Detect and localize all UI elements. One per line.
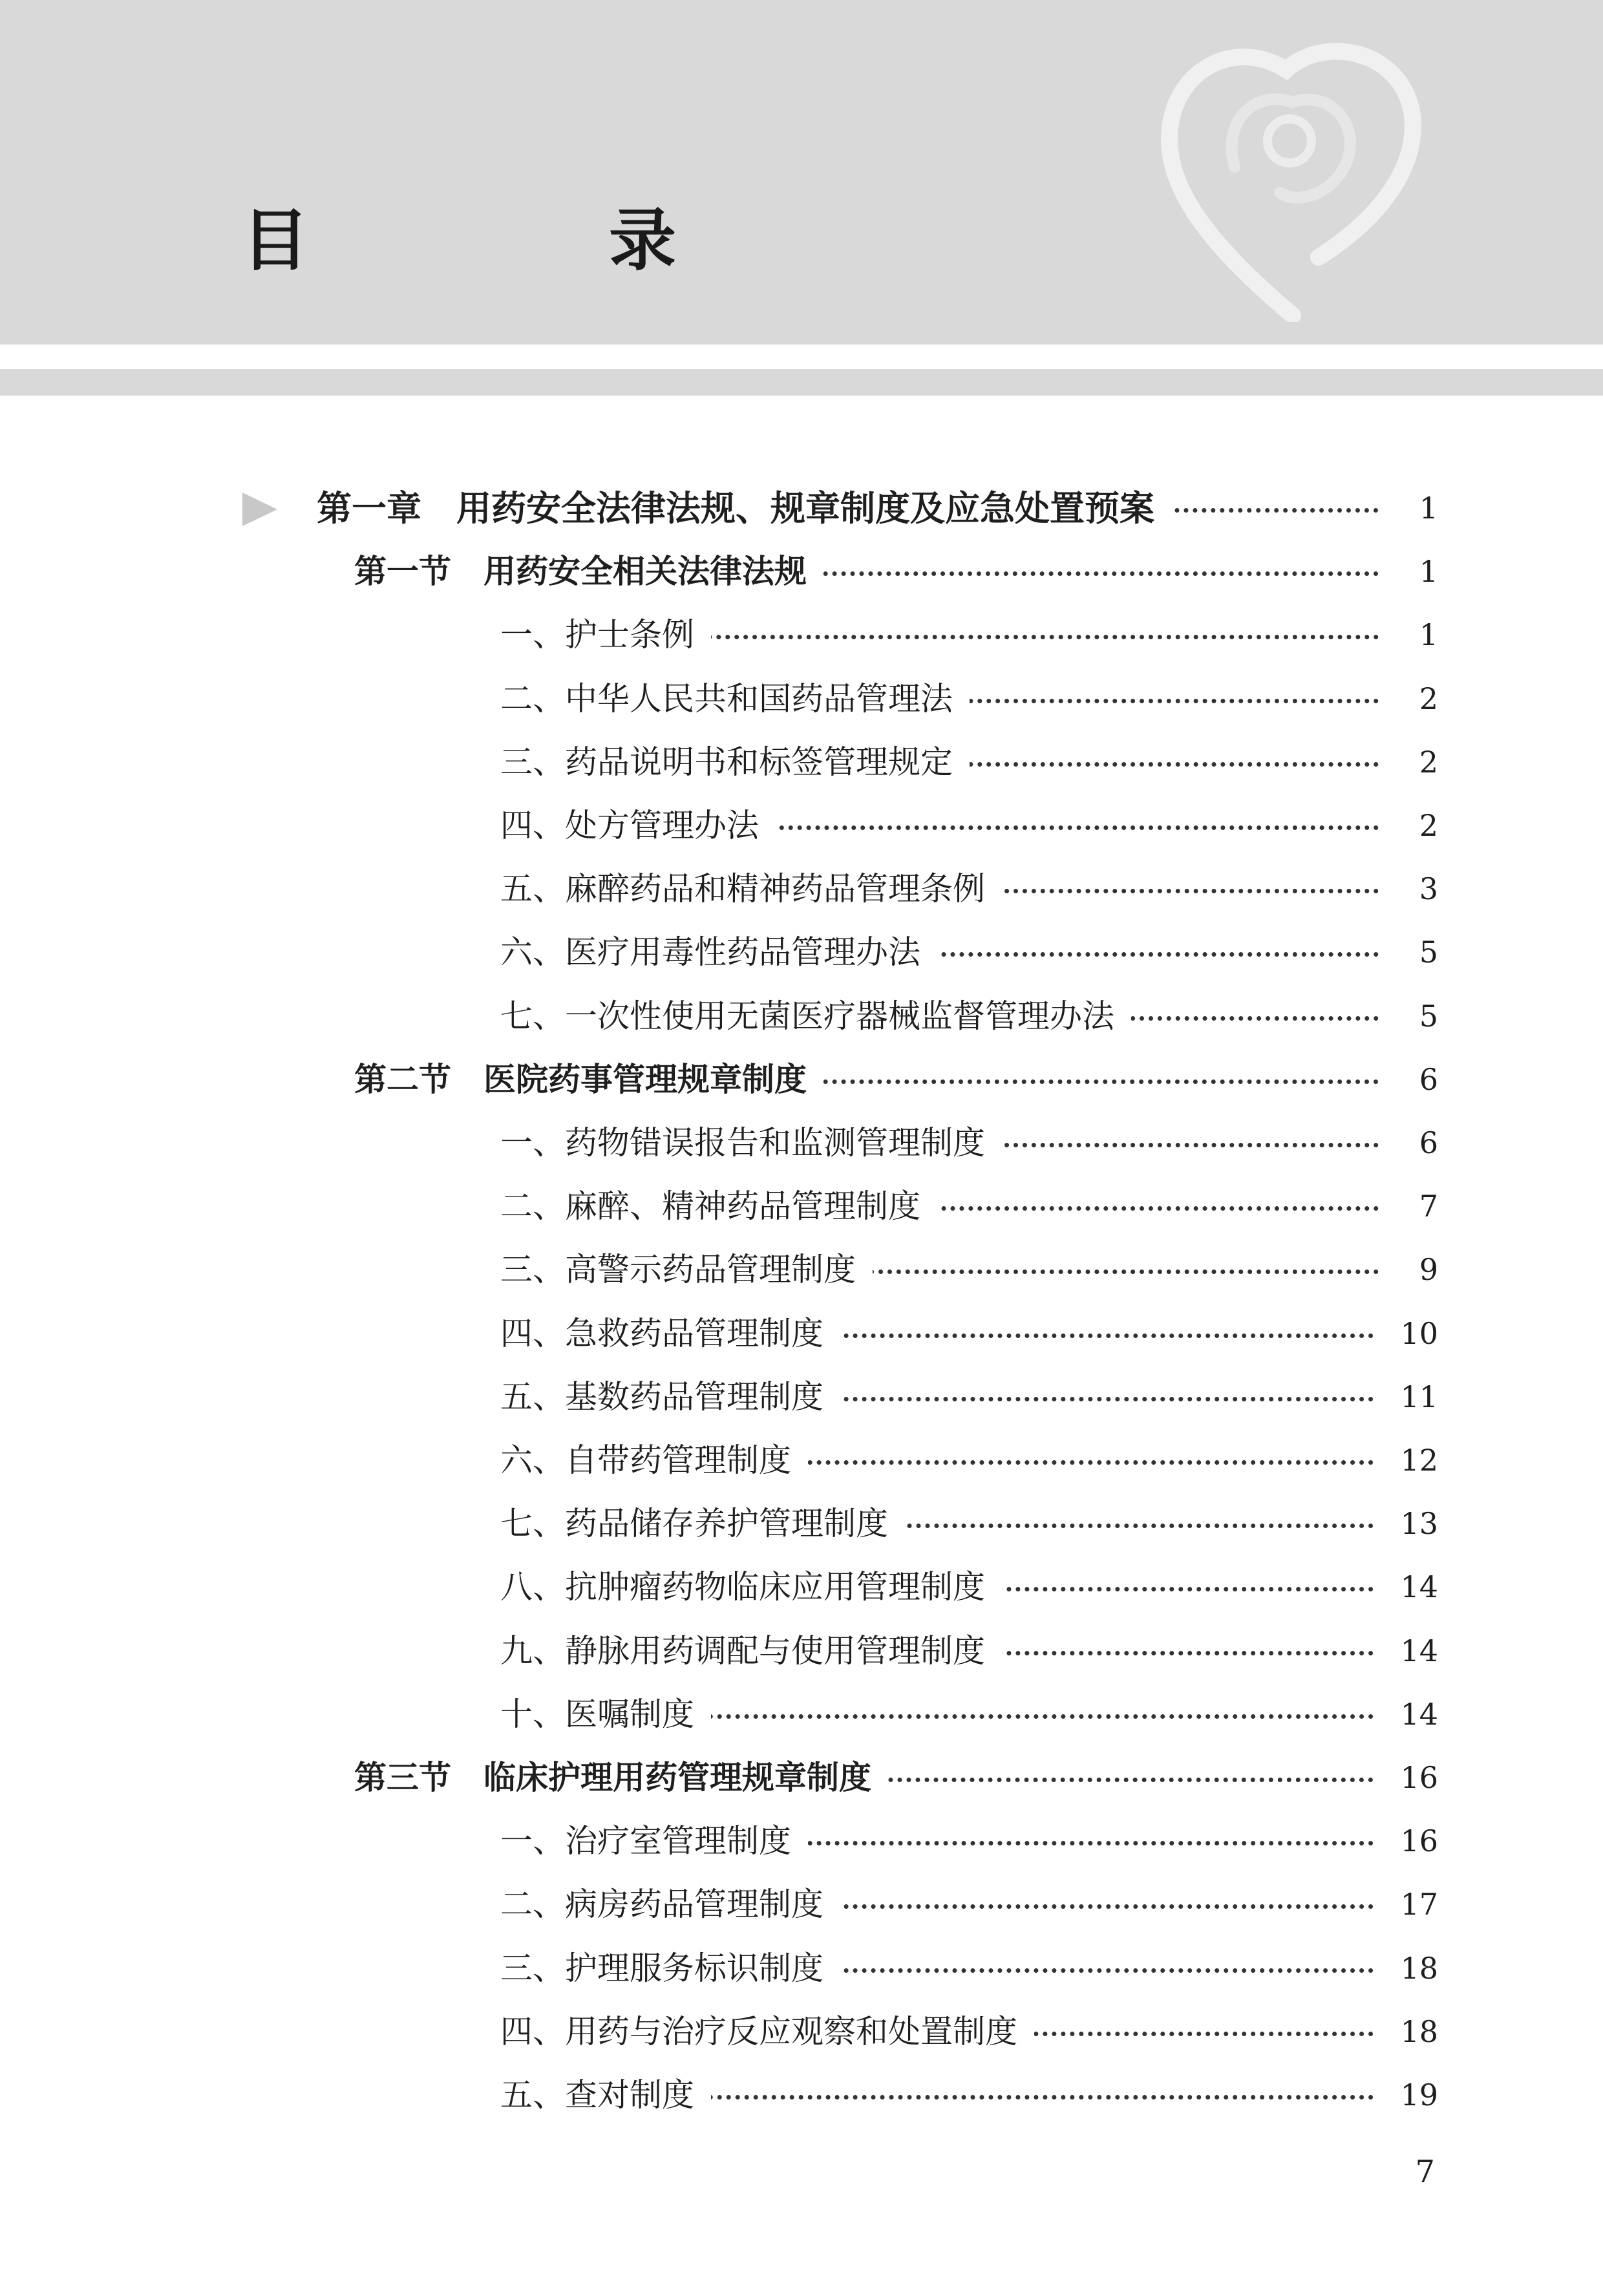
toc-entry-item[interactable] <box>0 2069 1603 2121</box>
toc-entry-title: 二、中华人民共和国药品管理法 <box>500 673 970 725</box>
toc-entry-page: 2 <box>1380 800 1438 851</box>
toc-entry-item[interactable] <box>0 1244 1603 1295</box>
toc-entry-item[interactable] <box>0 2006 1603 2057</box>
toc-entry-section[interactable] <box>0 546 1603 597</box>
toc-entry-page: 9 <box>1380 1244 1438 1295</box>
toc-entry-title: 六、医疗用毒性药品管理办法 <box>500 926 937 978</box>
toc-entry-page: 1 <box>1380 609 1438 661</box>
toc-entry-item[interactable] <box>0 1498 1603 1549</box>
toc-entry-item[interactable] <box>0 1117 1603 1169</box>
toc-entry-title: 一、药物错误报告和监测管理制度 <box>500 1117 1002 1169</box>
toc-entry-page: 5 <box>1380 926 1438 978</box>
toc-entry-item[interactable] <box>0 1878 1603 1930</box>
toc-entry-page: 11 <box>1380 1371 1438 1423</box>
page-number: 7 <box>1415 2154 1435 2190</box>
toc-entry-item[interactable] <box>0 863 1603 915</box>
toc-entry-item[interactable] <box>0 800 1603 851</box>
toc-entry-item[interactable] <box>0 1434 1603 1486</box>
toc-entry-title: 第二节 医院药事管理规章制度 <box>354 1054 823 1105</box>
toc-entry-title: 五、查对制度 <box>500 2069 711 2121</box>
toc-entry-page: 18 <box>1380 1942 1438 1994</box>
toc-entry-item[interactable] <box>0 1371 1603 1423</box>
toc-entry-page: 1 <box>1380 546 1438 597</box>
toc-entry-item[interactable] <box>0 1180 1603 1232</box>
toc-entry-page: 12 <box>1380 1434 1438 1486</box>
toc-entry-page: 16 <box>1380 1752 1438 1803</box>
toc-entry-page: 2 <box>1380 736 1438 788</box>
toc-entry-page: 2 <box>1380 673 1438 725</box>
toc-entry-title: 二、病房药品管理制度 <box>500 1878 840 1930</box>
toc-entry-title: 二、麻醉、精神药品管理制度 <box>500 1180 937 1232</box>
toc-entry-title: 三、高警示药品管理制度 <box>500 1244 873 1295</box>
page-title: 目 录 <box>242 201 793 280</box>
toc-entry-page: 19 <box>1380 2069 1438 2121</box>
toc-entry-title: 第三节 临床护理用药管理规章制度 <box>354 1752 888 1803</box>
toc-entry-title: 十、医嘱制度 <box>500 1688 711 1740</box>
toc-entry-item[interactable] <box>0 1308 1603 1359</box>
toc-entry-title: 一、护士条例 <box>500 609 711 661</box>
toc-entry-title: 七、药品储存养护管理制度 <box>500 1498 905 1549</box>
toc-entry-item[interactable] <box>0 926 1603 978</box>
toc-entry-item[interactable] <box>0 1688 1603 1740</box>
toc-entry-title: 九、静脉用药调配与使用管理制度 <box>500 1625 1002 1677</box>
toc-entry-item[interactable] <box>0 609 1603 661</box>
toc-entry-page: 14 <box>1380 1561 1438 1613</box>
toc-entry-title: 三、护理服务标识制度 <box>500 1942 840 1994</box>
toc-entry-page: 16 <box>1380 1815 1438 1867</box>
toc-entry-title: 六、自带药管理制度 <box>500 1434 808 1486</box>
toc-entry-page: 18 <box>1380 2006 1438 2057</box>
toc-entry-title: 一、治疗室管理制度 <box>500 1815 808 1867</box>
toc-entry-title: 四、急救药品管理制度 <box>500 1308 840 1359</box>
toc-entry-title: 第一章 用药安全法律法规、规章制度及应急处置预案 <box>317 482 1171 534</box>
toc-entry-page: 13 <box>1380 1498 1438 1549</box>
toc-entry-page: 17 <box>1380 1878 1438 1930</box>
toc-entry-item[interactable] <box>0 1815 1603 1867</box>
toc-entry-title: 八、抗肿瘤药物临床应用管理制度 <box>500 1561 1002 1613</box>
toc-entry-title: 第一节 用药安全相关法律法规 <box>354 546 823 597</box>
toc-entry-chapter[interactable] <box>0 482 1603 534</box>
toc-entry-title: 三、药品说明书和标签管理规定 <box>500 736 970 788</box>
toc-entry-page: 10 <box>1380 1308 1438 1359</box>
toc-entry-item[interactable] <box>0 1561 1603 1613</box>
toc-entry-page: 3 <box>1380 863 1438 915</box>
toc-entry-section[interactable] <box>0 1054 1603 1105</box>
toc-entry-item[interactable] <box>0 673 1603 725</box>
toc-entry-title: 四、用药与治疗反应观察和处置制度 <box>500 2006 1034 2057</box>
toc-entry-page: 1 <box>1380 482 1438 534</box>
toc-entry-title: 五、麻醉药品和精神药品管理条例 <box>500 863 1002 915</box>
chapter-arrow-icon <box>242 493 277 526</box>
toc-entry-page: 14 <box>1380 1625 1438 1677</box>
toc-entry-page: 14 <box>1380 1688 1438 1740</box>
toc-entry-item[interactable] <box>0 1625 1603 1677</box>
toc-entry-item[interactable] <box>0 736 1603 788</box>
toc-entry-section[interactable] <box>0 1752 1603 1803</box>
toc-entry-page: 6 <box>1380 1117 1438 1169</box>
toc-entry-title: 四、处方管理办法 <box>500 800 776 851</box>
toc-entry-title: 七、一次性使用无菌医疗器械监督管理办法 <box>500 990 1131 1042</box>
toc-entry-page: 7 <box>1380 1180 1438 1232</box>
toc-entry-item[interactable] <box>0 990 1603 1042</box>
toc-entry-title: 五、基数药品管理制度 <box>500 1371 840 1423</box>
toc-entry-page: 6 <box>1380 1054 1438 1105</box>
toc-entry-page: 5 <box>1380 990 1438 1042</box>
toc-entry-item[interactable] <box>0 1942 1603 1994</box>
